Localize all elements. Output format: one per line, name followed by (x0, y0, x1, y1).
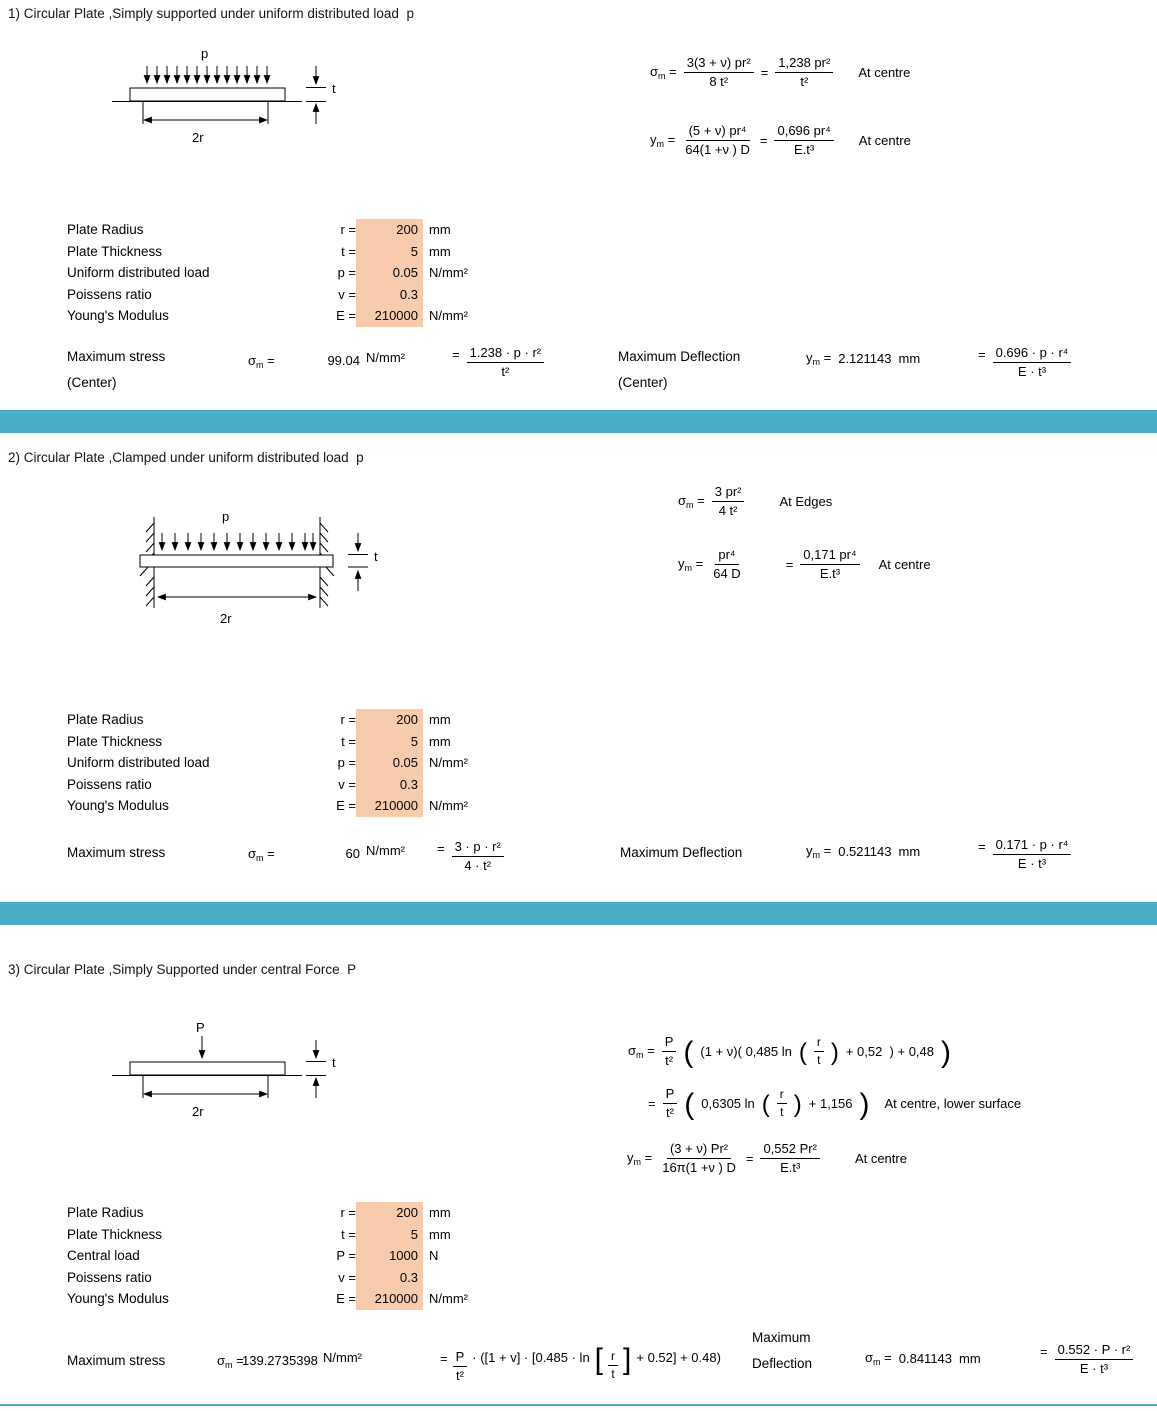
result-label: Maximum Deflection (620, 845, 743, 860)
s1-deflection-result-formula: = $\frac{\text{0.696 · p · r⁴}}{\text{E · t³}}$ (978, 346, 1071, 380)
result-unit: mm (959, 1351, 981, 1366)
fraction: $\frac{\text{(5 + ν) pr⁴}}{64(1 +\nu ) D}$ (685, 123, 750, 157)
fraction: $\frac{\text{3(3 + ν) pr²}}{\text{8 t²}}$ (684, 56, 754, 90)
section-divider-bar (0, 902, 1157, 925)
plate (130, 1062, 285, 1075)
result-label-line2: Deflection (752, 1356, 813, 1371)
result-value: 99.04 (327, 353, 360, 368)
fraction: $\frac{\text{pr⁴}}{64 D}$ (713, 547, 741, 581)
result-label-line1: Maximum (752, 1330, 811, 1345)
span-label: 2r (192, 1104, 204, 1119)
fraction: $\frac{r}{t}$ (777, 1088, 787, 1120)
equals: = (759, 133, 768, 149)
load-label: p (222, 509, 230, 524)
equals: = (785, 557, 794, 573)
s1-stress-result-formula: = $\frac{\text{1.238 · p · r²}}{\text{t²}}$ (452, 346, 544, 380)
result-unit: N/mm² (366, 350, 405, 365)
result-value: 0.841143 (898, 1351, 953, 1366)
row-unit (423, 1267, 553, 1289)
row-symbol: p = (337, 755, 356, 771)
row-label: Central load (67, 1248, 140, 1264)
fraction: $\frac{\text{0,171 pr⁴}}{\text{E.t³}}$ (800, 548, 859, 582)
result-value: 0.521143 (838, 844, 892, 859)
row-symbol: E = (336, 798, 356, 814)
fraction: $\frac{\text{3 pr²}}{\text{4 t²}}$ (712, 485, 745, 519)
row-unit (423, 284, 553, 306)
row-symbol: t = (341, 243, 356, 259)
row-label: Poissens ratio (67, 776, 152, 792)
row-symbol: E = (336, 1291, 356, 1307)
row-symbol: t = (341, 1226, 356, 1242)
y-m: $y_m$ = (678, 556, 704, 574)
sigma-m: $\sigma_m$ = (678, 493, 705, 511)
row-symbol: v = (338, 776, 356, 792)
result-label: Maximum Deflection (618, 349, 741, 364)
s1-deflection-formula (650, 124, 911, 158)
row-unit: mm (429, 243, 451, 259)
result-unit: mm (898, 351, 921, 366)
input-value-cell[interactable]: 210000 (356, 795, 423, 817)
location-note: At centre, lower surface (884, 1096, 1022, 1112)
row-label: Young's Modulus (67, 308, 169, 324)
result-value: 139.2735398 (242, 1353, 318, 1368)
row-unit: mm (429, 1205, 451, 1221)
result-value-row: $y_m$ = 2.121143 mm (806, 350, 921, 367)
s3-stress-formula-line1: $\sigma_m$ = $\frac{P}{\text{t²}}$ ( (1 + ν)( 0,485 ln ( $\frac{r}{t}$ ) + 0,52 ) + 0,48 ) (628, 1034, 952, 1069)
input-value-cell[interactable]: 5 (356, 731, 423, 753)
result-value-row: $\sigma_m$ = 0.841143 mm (865, 1350, 981, 1367)
row-label: Uniform distributed load (67, 265, 210, 281)
fraction: $\frac{\text{(3 + ν) Pr²}}{16\pi(1 +\nu ) D}$ (662, 1141, 736, 1175)
location-note: At centre (858, 65, 911, 81)
sigma-m: $\sigma_m$ = (650, 64, 677, 82)
equals: = (745, 1151, 754, 1167)
fraction: $\frac{P}{\text{t²}}$ (663, 1087, 678, 1121)
load-label: P (196, 1020, 205, 1035)
s1-stress-formula (650, 56, 910, 90)
row-label: Poissens ratio (67, 286, 152, 302)
row-symbol: v = (338, 286, 356, 302)
row-symbol: P = (336, 1248, 356, 1264)
distributed-load-arrows (147, 66, 267, 83)
row-unit (423, 774, 553, 796)
bottom-divider-line (0, 1404, 1157, 1406)
s2-deflection-formula (678, 548, 931, 582)
row-unit: N/mm² (429, 1291, 468, 1307)
input-value-cell[interactable]: 200 (356, 1202, 423, 1224)
thickness-label: t (374, 549, 378, 564)
row-symbol: r = (340, 222, 356, 238)
row-label: Plate Radius (67, 1205, 144, 1221)
s3-stress-result-formula: = $\frac{P}{\text{t²}}$ · ([1 + v] · [0.485 · ln [ $\frac{r}{t}$ ] + 0.52] + 0.48) (440, 1343, 721, 1383)
row-label: Plate Radius (67, 222, 144, 238)
equals: = (760, 65, 769, 81)
row-unit: mm (429, 1226, 451, 1242)
row-unit: mm (429, 222, 451, 238)
s2-deflection-result-formula: = $\frac{\text{0.171 · p · r⁴}}{\text{E · t³}}$ (978, 838, 1071, 872)
diagram-clamped-udl (100, 505, 390, 637)
input-value-cell[interactable]: 5 (356, 241, 423, 263)
load-label: p (201, 46, 209, 61)
fraction: $\frac{r}{t}$ (814, 1036, 824, 1068)
s3-input-table (67, 1202, 553, 1310)
result-unit: mm (898, 844, 921, 859)
row-label: Plate Radius (67, 712, 144, 728)
row-unit: mm (429, 712, 451, 728)
section2-title: 2) Circular Plate ,Clamped under uniform distributed load p (8, 450, 364, 465)
location-note: At centre (854, 1151, 907, 1167)
input-value-cell[interactable]: 210000 (356, 1288, 423, 1310)
row-unit: N/mm² (429, 755, 468, 771)
input-value-cell[interactable]: 5 (356, 1224, 423, 1246)
fraction: $\frac{\text{0,552 Pr²}}{\text{E.t³}}$ (760, 1142, 819, 1176)
row-symbol: p = (337, 265, 356, 281)
result-label: Maximum stress (67, 1353, 166, 1368)
row-label: Plate Thickness (67, 733, 163, 749)
result-label2: (Center) (67, 375, 117, 390)
input-value-cell[interactable]: 0.05 (356, 262, 423, 284)
result-label: Maximum stress (67, 845, 166, 860)
y-m: $y_m$ = (627, 1150, 653, 1168)
location-note: At centre (858, 133, 911, 149)
plate (130, 88, 285, 101)
s3-stress-formula-line2: = $\frac{P}{\text{t²}}$ ( 0,6305 ln ( $\frac{r}{t}$ ) + 1,156 ) At centre, lower surface (648, 1086, 1022, 1121)
input-value-cell[interactable]: 0.05 (356, 752, 423, 774)
result-value: 60 (345, 846, 360, 861)
s2-input-table (67, 709, 553, 817)
row-label: Plate Thickness (67, 243, 163, 259)
fraction: $\frac{\text{0,696 pr⁴}}{\text{E.t³}}$ (774, 124, 833, 158)
row-label: Young's Modulus (67, 798, 169, 814)
row-label: Young's Modulus (67, 1291, 169, 1307)
input-value-cell[interactable]: 1000 (356, 1245, 423, 1267)
section-divider-bar (0, 410, 1157, 433)
sigma-m: $\sigma_m$ = (628, 1043, 655, 1061)
result-symbol: $\sigma_m$ = (217, 1353, 244, 1370)
diagram-simply-supported-central-force (100, 1015, 350, 1125)
equals: = (648, 1096, 656, 1112)
row-symbol: r = (340, 712, 356, 728)
input-value-cell[interactable]: 200 (356, 709, 423, 731)
s3-deflection-formula (627, 1142, 907, 1176)
row-unit: N/mm² (429, 265, 468, 281)
row-symbol: t = (341, 733, 356, 749)
input-value-cell[interactable]: 0.3 (356, 1267, 423, 1289)
row-symbol: r = (340, 1205, 356, 1221)
input-value-cell[interactable]: 0.3 (356, 774, 423, 796)
row-symbol: v = (338, 1269, 356, 1285)
section1-title: 1) Circular Plate ,Simply supported under uniform distributed load p (8, 6, 414, 21)
result-value-row: $y_m$ = 0.521143 mm (806, 843, 921, 860)
result-unit: N/mm² (323, 1350, 362, 1365)
plate (140, 555, 333, 567)
s3-deflection-result-formula: = $\frac{\text{0.552 · P · r²}}{\text{E · t³}}$ (1040, 1343, 1133, 1377)
span-label: 2r (220, 611, 232, 626)
row-label: Poissens ratio (67, 1269, 152, 1285)
row-unit: N/mm² (429, 308, 468, 324)
input-value-cell[interactable]: 0.3 (356, 284, 423, 306)
s2-stress-formula (678, 485, 832, 519)
input-value-cell[interactable]: 210000 (356, 305, 423, 327)
row-label: Plate Thickness (67, 1226, 163, 1242)
row-label: Uniform distributed load (67, 755, 210, 771)
thickness-label: t (332, 81, 336, 96)
row-symbol: E = (336, 308, 356, 324)
section3-title: 3) Circular Plate ,Simply Supported under central Force P (8, 962, 357, 977)
result-label2: (Center) (618, 375, 668, 390)
fraction: $\frac{\text{1,238 pr²}}{\text{t²}}$ (775, 56, 833, 90)
row-unit: N (429, 1248, 439, 1264)
span-label: 2r (192, 130, 204, 145)
input-value-cell[interactable]: 200 (356, 219, 423, 241)
location-note: At centre (878, 557, 931, 573)
s1-input-table (67, 219, 553, 327)
row-unit: N/mm² (429, 798, 468, 814)
row-unit: mm (429, 733, 451, 749)
result-symbol: $\sigma_m$ = (248, 353, 275, 370)
diagram-simply-supported-udl (100, 40, 350, 148)
s2-stress-result-formula: = $\frac{\text{3 · p · r²}}{\text{4 · t²}}$ (437, 840, 504, 874)
result-value: 2.121143 (838, 351, 892, 366)
fraction: $\frac{P}{\text{t²}}$ (662, 1035, 677, 1069)
location-note: At Edges (779, 494, 833, 510)
y-m: $y_m$ = (650, 132, 676, 150)
distributed-load-arrows (162, 533, 313, 550)
result-label: Maximum stress (67, 349, 166, 364)
thickness-label: t (332, 1055, 336, 1070)
result-symbol: $\sigma_m$ = (248, 846, 275, 863)
result-unit: N/mm² (366, 843, 405, 858)
